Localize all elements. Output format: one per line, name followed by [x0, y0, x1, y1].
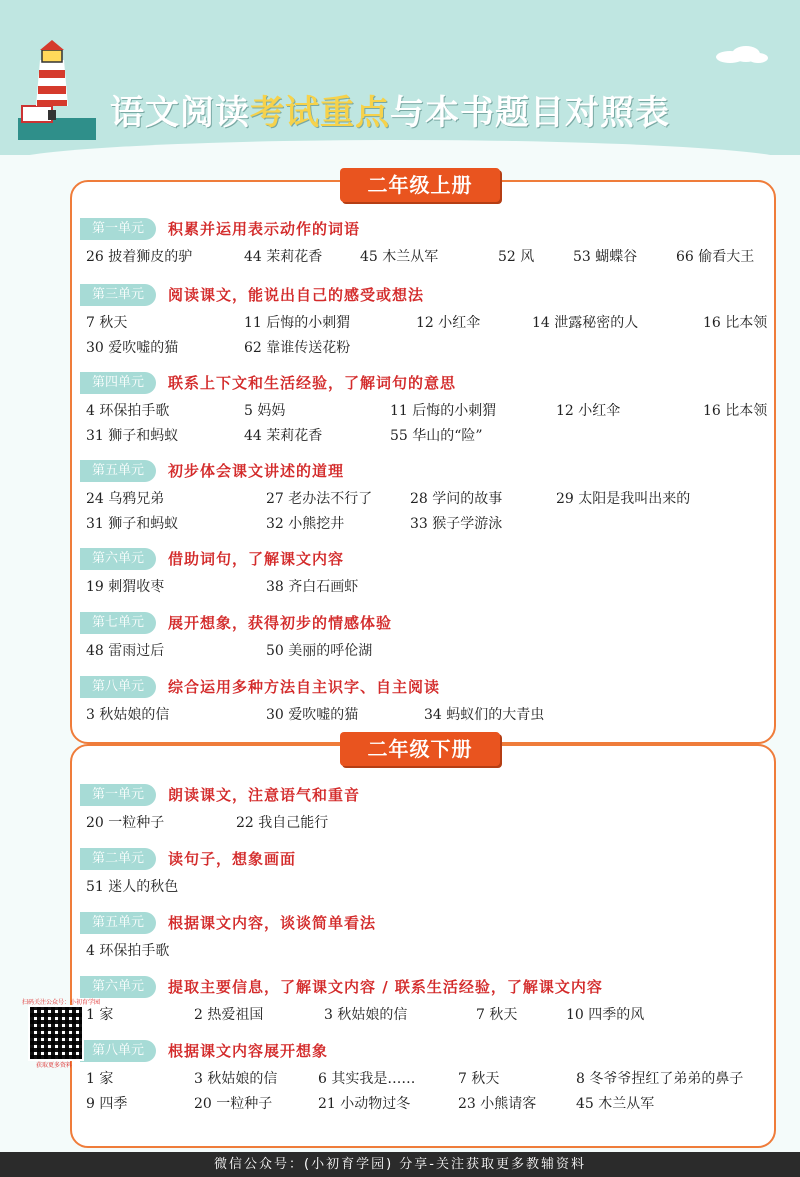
unit-block: [80, 612, 770, 664]
article-item: 53 蝴蝶谷: [573, 249, 638, 265]
page-title: [110, 85, 670, 134]
article-item: 3 秋姑娘的信: [86, 707, 170, 723]
article-item: 4 环保拍手歌: [86, 403, 170, 419]
lighthouse-icon: [12, 40, 102, 140]
article-item: 51 迷人的秋色: [86, 879, 179, 895]
article-item: 7 秋天: [86, 315, 128, 331]
article-item: 33 猴子学游泳: [410, 516, 503, 532]
article-item: 32 小熊挖井: [266, 516, 345, 532]
unit-goal: 联系上下文和生活经验，了解词句的意思: [168, 374, 457, 392]
article-item: 31 狮子和蚂蚁: [86, 516, 179, 532]
article-item: 45 木兰从军: [576, 1096, 655, 1112]
article-item: 24 乌鸦兄弟: [86, 491, 165, 507]
cloud-icon: [710, 45, 770, 63]
article-item: 29 太阳是我叫出来的: [556, 491, 691, 507]
article-item: 30 爱吹嘘的猫: [266, 707, 359, 723]
article-item: 62 靠谁传送花粉: [244, 340, 351, 356]
unit-badge: 第六单元: [80, 976, 156, 998]
section-grade2-upper: [70, 173, 776, 744]
article-item: 50 美丽的呼伦湖: [266, 643, 373, 659]
article-item: 5 妈妈: [244, 403, 286, 419]
article-item: 9 四季: [86, 1096, 128, 1112]
article-item: 11 后悔的小刺猬: [244, 315, 351, 331]
unit-goal: 初步体会课文讲述的道理: [168, 462, 345, 480]
article-item: 16 比本领: [703, 315, 768, 331]
article-item: 52 风: [498, 249, 535, 265]
unit-block: [80, 460, 770, 538]
unit-badge: 第二单元: [80, 848, 156, 870]
unit-block: [80, 372, 770, 450]
unit-goal: 提取主要信息，了解课文内容 / 联系生活经验，了解课文内容: [168, 978, 603, 996]
unit-block: [80, 976, 770, 1028]
title-part2: 与本书题目对照表: [390, 93, 670, 133]
footer: 微信公众号：(小初育学园) 分享-关注获取更多教辅资料: [0, 1152, 800, 1177]
unit-goal: 阅读课文，能说出自己的感受或想法: [168, 286, 425, 304]
article-item: 12 小红伞: [556, 403, 621, 419]
unit-goal: 读句子，想象画面: [168, 850, 297, 868]
article-item: 38 齐白石画虾: [266, 579, 359, 595]
article-item: 66 偷看大王: [676, 249, 755, 265]
unit-badge: 第一单元: [80, 218, 156, 240]
unit-badge: 第四单元: [80, 372, 156, 394]
unit-badge: 第三单元: [80, 284, 156, 306]
article-item: 30 爱吹嘘的猫: [86, 340, 179, 356]
article-item: 31 狮子和蚂蚁: [86, 428, 179, 444]
article-item: 21 小动物过冬: [318, 1096, 411, 1112]
title-part1: 语文阅读: [110, 93, 250, 133]
unit-badge: 第七单元: [80, 612, 156, 634]
unit-goal: 朗读课文，注意语气和重音: [168, 786, 361, 804]
article-item: 6 其实我是……: [318, 1071, 416, 1087]
article-item: 16 比本领: [703, 403, 768, 419]
unit-block: [80, 784, 770, 836]
unit-block: [80, 548, 770, 600]
qr-caption-top: 扫码关注公众号：小初育学园: [22, 999, 101, 1006]
unit-goal: 借助词句，了解课文内容: [168, 550, 345, 568]
qr-code: [28, 1005, 84, 1061]
article-item: 44 茉莉花香: [244, 249, 323, 265]
article-item: 20 一粒种子: [194, 1096, 273, 1112]
unit-goal: 积累并运用表示动作的词语: [168, 220, 361, 238]
article-item: 8 冬爷爷捏红了弟弟的鼻子: [576, 1071, 744, 1087]
article-item: 2 热爱祖国: [194, 1007, 264, 1023]
article-item: 1 家: [86, 1071, 114, 1087]
article-item: 11 后悔的小刺猬: [390, 403, 497, 419]
unit-block: [80, 284, 770, 362]
unit-goal: 展开想象，获得初步的情感体验: [168, 614, 393, 632]
section-title: 二年级下册: [340, 732, 500, 766]
article-item: 26 披着狮皮的驴: [86, 249, 193, 265]
article-item: 45 木兰从军: [360, 249, 439, 265]
section-title: 二年级上册: [340, 168, 500, 202]
article-item: 10 四季的风: [566, 1007, 645, 1023]
unit-badge: 第五单元: [80, 460, 156, 482]
page-header: [0, 0, 800, 155]
article-item: 55 华山的“险”: [390, 428, 483, 444]
article-item: 19 刺猬收枣: [86, 579, 165, 595]
qr-caption-bottom: 获取更多资料: [35, 1062, 72, 1069]
unit-badge: 第六单元: [80, 548, 156, 570]
unit-goal: 综合运用多种方法自主识字、自主阅读: [168, 678, 441, 696]
unit-goal: 根据课文内容展开想象: [168, 1042, 329, 1060]
article-item: 48 雷雨过后: [86, 643, 165, 659]
unit-block: [80, 848, 770, 900]
article-item: 23 小熊请客: [458, 1096, 537, 1112]
unit-block: [80, 1040, 770, 1118]
article-item: 22 我自己能行: [236, 815, 329, 831]
unit-badge: 第一单元: [80, 784, 156, 806]
article-item: 44 茉莉花香: [244, 428, 323, 444]
unit-block: [80, 912, 770, 964]
section-grade2-lower: [70, 737, 776, 1148]
unit-badge: 第八单元: [80, 1040, 156, 1062]
article-item: 12 小红伞: [416, 315, 481, 331]
unit-goal: 根据课文内容，谈谈简单看法: [168, 914, 377, 932]
article-item: 3 秋姑娘的信: [194, 1071, 278, 1087]
article-item: 4 环保拍手歌: [86, 943, 170, 959]
title-highlight: 考试重点: [250, 93, 390, 133]
article-item: 14 泄露秘密的人: [532, 315, 639, 331]
unit-block: [80, 676, 770, 728]
article-item: 27 老办法不行了: [266, 491, 373, 507]
unit-badge: 第八单元: [80, 676, 156, 698]
article-item: 3 秋姑娘的信: [324, 1007, 408, 1023]
article-item: 7 秋天: [458, 1071, 500, 1087]
unit-badge: 第五单元: [80, 912, 156, 934]
article-item: 7 秋天: [476, 1007, 518, 1023]
article-item: 34 蚂蚁们的大青虫: [424, 707, 545, 723]
article-item: 20 一粒种子: [86, 815, 165, 831]
article-item: 1 家: [86, 1007, 114, 1023]
article-item: 28 学问的故事: [410, 491, 503, 507]
unit-block: [80, 218, 770, 270]
